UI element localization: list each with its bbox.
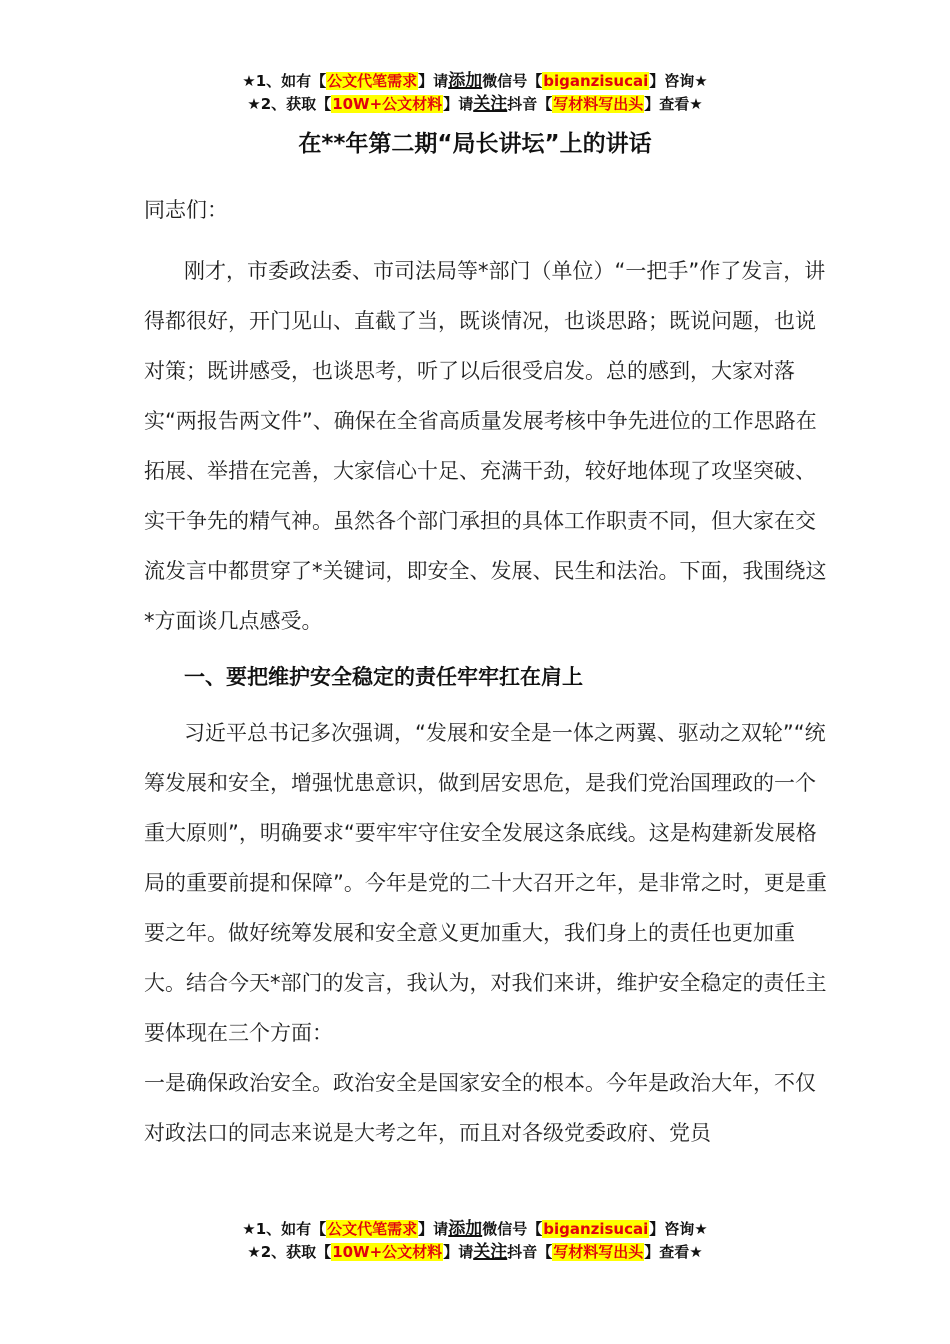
ad-text: ★1、如有【 [242, 72, 327, 90]
ad-text: ★2、获取【 [247, 95, 332, 113]
ad-text: ★2、获取【 [247, 1243, 332, 1261]
ad-text: 】请 [443, 95, 474, 113]
ad-text: 】查看★ [644, 1243, 703, 1261]
ad-emphasis: 添加 [448, 71, 483, 91]
ad-text: 】咨询★ [649, 72, 708, 90]
ad-highlight-wechat-id: biganzisucai [543, 72, 649, 90]
document-title: 在**年第二期“局长讲坛”上的讲话 [298, 131, 652, 157]
footer-ad-line-1 [0, 1218, 950, 1241]
ad-text: 抖音【 [507, 95, 553, 113]
ad-emphasis: 关注 [473, 94, 508, 114]
ad-highlight-wechat-id: biganzisucai [543, 1220, 649, 1238]
ad-text: 】请 [443, 1243, 474, 1261]
ad-emphasis: 添加 [448, 1219, 483, 1239]
ad-text: 微信号【 [482, 72, 543, 90]
ad-highlight: 10W+公文材料 [332, 1243, 443, 1261]
footer-ad-line-2 [0, 1241, 950, 1264]
ad-emphasis: 关注 [473, 1242, 508, 1262]
ad-text: 微信号【 [482, 1220, 543, 1238]
ad-text: 】请 [418, 1220, 449, 1238]
ad-text: 】请 [418, 72, 449, 90]
footer-ad [0, 1218, 950, 1264]
ad-text: 抖音【 [507, 1243, 553, 1261]
salutation: 同志们： [144, 198, 228, 222]
ad-text: 】咨询★ [649, 1220, 708, 1238]
section-heading-1: 一、要把维护安全稳定的责任牢牢扛在肩上 [184, 665, 583, 689]
header-ad-line-1 [0, 70, 950, 93]
document-body [144, 185, 834, 1158]
ad-text: 】查看★ [644, 95, 703, 113]
ad-highlight-douyin-id: 写材料写出头 [553, 1243, 644, 1261]
header-ad-line-2 [0, 93, 950, 116]
ad-highlight-douyin-id: 写材料写出头 [553, 95, 644, 113]
body-paragraph-2: 习近平总书记多次强调，“发展和安全是一体之两翼、驱动之双轮”“统筹发展和安全，增强忧患意识，做到居安思危，是我们党治国理政的一个重大原则”，明确要求“要牢牢守住安全发展这条底线。这是构建新发展格局的重要前提和保障”。今年是党的二十大召开之年，是非常之时，更是重要之年。做好统筹发展和安全意义更加重大，我们身上的责任也更加重大。结合今天*部门的发言，我认为，对我们来讲，维护安全稳定的责任主要体现在三个方面： [144, 721, 827, 1045]
body-paragraph-3: 一是确保政治安全。政治安全是国家安全的根本。今年是政治大年，不仅对政法口的同志来说是大考之年，而且对各级党委政府、党员 [144, 1071, 816, 1145]
ad-highlight: 10W+公文材料 [332, 95, 443, 113]
ad-highlight: 公文代笔需求 [327, 1220, 418, 1238]
ad-text: ★1、如有【 [242, 1220, 327, 1238]
body-paragraph-1: 刚才，市委政法委、市司法局等*部门（单位）“一把手”作了发言，讲得都很好，开门见山、直截了当，既谈情况，也谈思路；既说问题，也说对策；既讲感受，也谈思考，听了以后很受启发。总的感到，大家对落实“两报告两文件”、确保在全省高质量发展考核中争先进位的工作思路在拓展、举措在完善，大家信心十足、充满干劲，较好地体现了攻坚突破、实干争先的精气神。虽然各个部门承担的具体工作职责不同，但大家在交流发言中都贯穿了*关键词，即安全、发展、民生和法治。下面，我围绕这*方面谈几点感受。 [144, 259, 827, 633]
header-ad [0, 70, 950, 116]
ad-highlight: 公文代笔需求 [327, 72, 418, 90]
